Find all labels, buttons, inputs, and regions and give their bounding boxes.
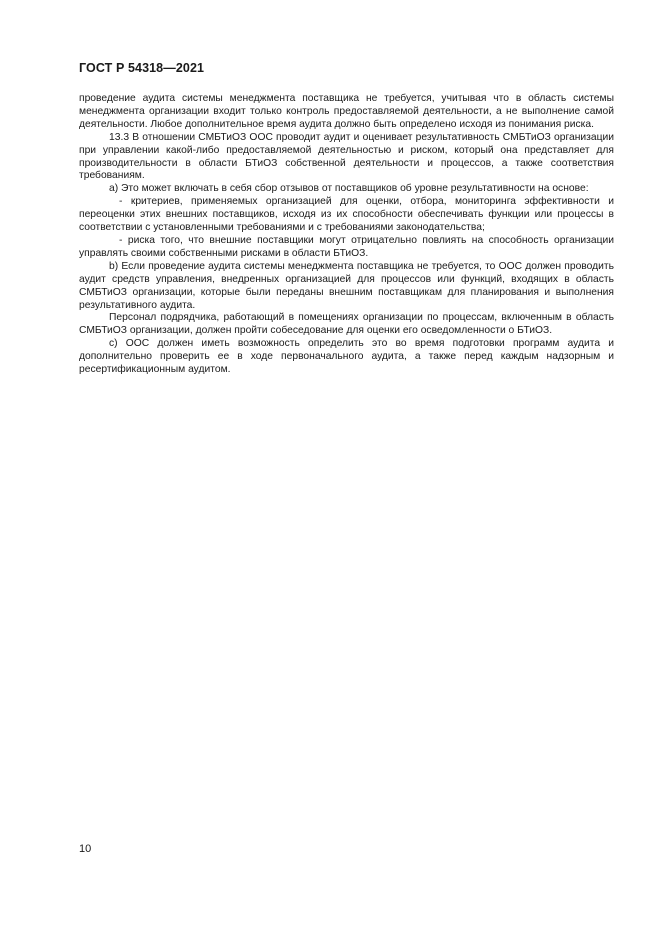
document-body: [79, 93, 614, 377]
dash-item-criteria: - критериев, применяемых организацией для оценки, отбора, мониторинга эффективности и переоценки этих внешних поставщиков, исходя из их способности обеспечивать функции или процессы в соответствии с установленными требованиями и с требованиями законодательства;: [79, 196, 614, 234]
page-number: 10: [79, 843, 92, 855]
dash-item-risk: - риска того, что внешние поставщики могут отрицательно повлиять на способность организации управлять своими собственными рисками в области БТиОЗ.: [79, 234, 614, 259]
paragraph-item-b: b) Если проведение аудита системы менеджмента поставщика не требуется, то ООС должен проводить аудит средств управления, внедренных организацией для процессов или функций, входящих в область СМБТиОЗ организации, которые были переданы внешним поставщикам для планирования и выполнения результативного аудита.: [79, 260, 614, 311]
paragraph-13-3: 13.3 В отношении СМБТиОЗ ООС проводит аудит и оценивает результативность СМБТиОЗ организации при управлении какой-либо предоставляемой деятельностью и риском, который она представляет для производительности в области БТиОЗ собственной деятельности и процессов, а также соответствия требованиям.: [79, 131, 614, 182]
paragraph-item-a: a) Это может включать в себя сбор отзывов от поставщиков об уровне результативности на основе:: [109, 183, 589, 195]
paragraph-item-c: c) ООС должен иметь возможность определить это во время подготовки программ аудита и дополнительно проверить ее в ходе первоначального аудита, а также перед каждым надзорным и ресертификационным аудитом.: [79, 338, 614, 376]
page-header: ГОСТ Р 54318—2021: [79, 61, 205, 75]
paragraph-continuation: проведение аудита системы менеджмента поставщика не требуется, учитывая что в область системы менеджмента организации входит только контроль предоставляемой деятельности, а не выполнение самой деятельности. Любое дополнительное время аудита должно быть определено исходя из понимания риска.: [79, 93, 614, 130]
paragraph-contractor-personnel: Персонал подрядчика, работающий в помещениях организации по процессам, включенным в область СМБТиОЗ организации, должен пройти собеседование для оценки его осведомленности о БТиОЗ.: [79, 312, 614, 337]
